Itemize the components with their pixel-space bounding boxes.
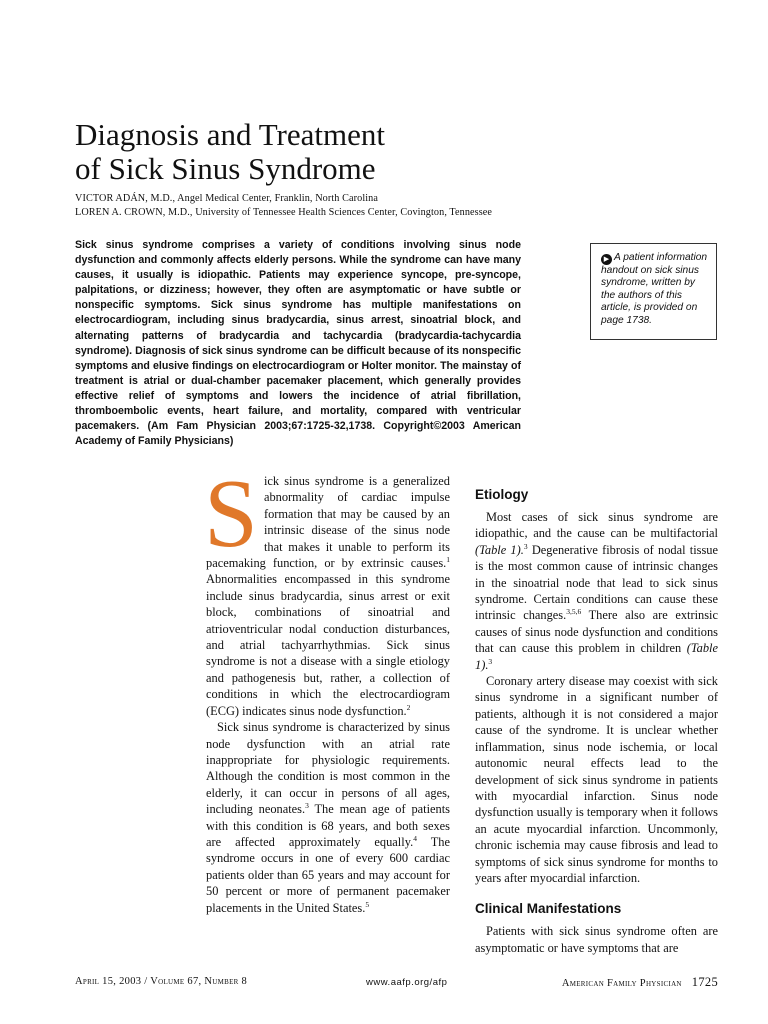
article-title	[75, 118, 675, 186]
citation: 3	[488, 656, 493, 666]
paragraph-text: Sick sinus syndrome is characterized by sinus node dysfunction with an atrial rate inappropriate for physiologic requirements. Although the condition is most common in the elderly, it can occur in persons of all ages, including neonates.	[206, 720, 450, 817]
section-heading-clinical: Clinical Manifestations	[475, 901, 622, 917]
citation: 2	[406, 702, 411, 712]
paragraph-characterized	[206, 719, 450, 916]
body-column-right	[475, 486, 718, 956]
footer-url[interactable]: www.aafp.org/afp	[366, 977, 448, 988]
citation: 4	[413, 833, 417, 843]
footer-issue-date: April 15, 2003 / Volume 67, Number 8	[75, 976, 248, 987]
paragraph-text: ick sinus syndrome is a generalized abnormality of cardiac impulse formation that may be caused by an intrinsic disease of the sinus node that makes it unable to perform its pacemaking function, or by extrinsic causes.	[206, 474, 450, 571]
section-heading-etiology: Etiology	[475, 487, 529, 502]
author-line-1: VICTOR ADÁN, M.D., Angel Medical Center, Franklin, North Carolina	[75, 193, 378, 204]
body-column-left	[204, 460, 450, 916]
author-line-2: LOREN A. CROWN, M.D., University of Tennessee Health Sciences Center, Covington, Tennessee	[75, 207, 493, 218]
table-reference[interactable]: (Table 1).	[475, 641, 718, 672]
citation: 1	[446, 554, 450, 564]
paragraph-intro	[204, 460, 450, 719]
arrow-right-icon: ▶	[601, 254, 612, 265]
paragraph-text: There also are extrinsic causes of sinus node dysfunction and conditions that can cause this problem in children	[475, 608, 718, 656]
patient-handout-text: A patient information handout on sick sinus syndrome, written by the authors of this article, is provided on page 1738.	[601, 252, 708, 326]
citation: 5	[365, 899, 370, 909]
paragraph-etiology	[475, 509, 718, 673]
title-line-1: Diagnosis and Treatment	[75, 117, 385, 152]
citation: 3	[523, 541, 528, 551]
paragraph-text: Abnormalities encompassed in this syndrome include sinus bradycardia, sinus arrest or exit block, combinations of sinoatrial and atrioventricular nodal conduction disturbances, and atrial tachyarrhythmias. Sick sinus syndrome is not a disease with a single etiology and pathogenesis but, rather, a collection of conditions in which the electrocardiogram (ECG) indicates sinus node dysfunction.	[206, 572, 450, 718]
abstract: Sick sinus syndrome comprises a variety of conditions involving sinus node dysfunction and commonly affects elderly persons. While the syndrome can have many causes, it usually is idiopathic. Patients may experience syncope, pre-syncope, palpitations, or dizziness; however, they often are asymptomatic or have subtle or nonspecific symptoms. Sick sinus syndrome has multiple manifestations on electrocardiogram, including sinus bradycardia, sinus arrest, sinoatrial block, and alternating patterns of bradycardia and tachycardia (bradycardia-tachycardia syndrome). Diagnosis of sick sinus syndrome can be difficult because of its nonspecific symptoms and elusive findings on electrocardiogram or Holter monitor. The mainstay of treatment is atrial or dual-chamber pacemaker placement, which generally provides effective relief of symptoms and lowers the incidence of atrial fibrillation, thromboembolic events, heart failure, and mortality, compared with ventricular pacemakers. (Am Fam Physician 2003;67:1725-32,1738. Copyright©2003 American Academy of Family Physicians)	[75, 239, 521, 448]
paragraph-text: The syndrome occurs in one of every 600 cardiac patients older than 65 years and may account for 50 percent or more of permanent pacemaker placements in the United States.	[206, 834, 450, 915]
page-number: 1725	[691, 975, 718, 989]
paragraph-coronary: Coronary artery disease may coexist with sick sinus syndrome in a significant number of patients, although it is not considered a major cause of the syndrome. It is unclear whether inflammation, sinus node ischemia, or local autonomic neural effects lead to the development of sick sinus syndrome in patients with myocardial infarction. Sinus node dysfunction usually is temporary when it follows an acute myocardial infarction. Uncommonly, chronic ischemia may cause fibrosis and lead to symptoms of sick sinus syndrome for months to years after myocardial infarction.	[475, 674, 718, 885]
table-reference[interactable]: (Table 1).	[475, 542, 524, 557]
paragraph-text: Most cases of sick sinus syndrome are idiopathic, and the cause can be multifactorial	[475, 510, 718, 541]
title-line-2: of Sick Sinus Syndrome	[75, 151, 376, 186]
patient-handout-box	[590, 243, 717, 340]
paragraph-text: Degenerative fibrosis of nodal tissue is the most common cause of intrinsic changes in the sinoatrial node that lead to sick sinus syndrome. Certain conditions can cause these intrinsic changes.	[475, 542, 718, 623]
paragraph-text: The mean age of patients with this condition is 68 years, and both sexes are affected approximately equally.	[206, 802, 450, 849]
footer-journal-name: American Family Physician	[561, 978, 682, 989]
drop-cap: S	[204, 460, 258, 567]
footer-journal	[562, 975, 718, 990]
citation: 3	[305, 801, 309, 810]
paragraph-clinical: Patients with sick sinus syndrome often are asymptomatic or have symptoms that are	[475, 924, 718, 955]
citation: 3,5,6	[566, 607, 582, 617]
